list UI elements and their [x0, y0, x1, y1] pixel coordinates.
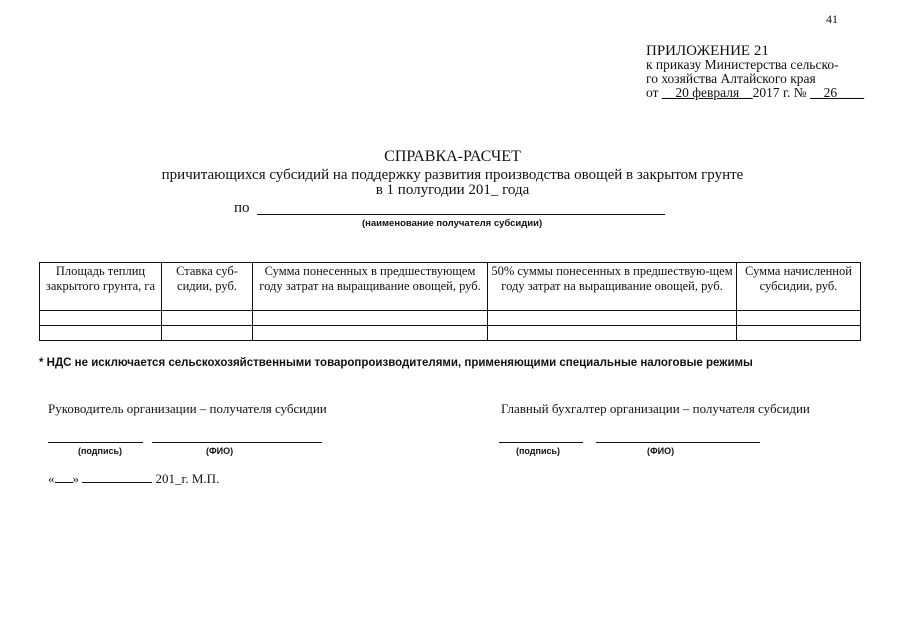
table-header-row [40, 263, 861, 311]
accountant-name-line[interactable] [596, 442, 760, 443]
table-cell[interactable] [40, 326, 162, 341]
table-row [40, 326, 861, 341]
appendix-title: ПРИЛОЖЕНИЕ 21 [646, 43, 769, 59]
head-name-line[interactable] [152, 442, 322, 443]
appendix-order-line [646, 86, 864, 100]
head-signature-caption: (подпись) [78, 446, 123, 456]
subtitle-line-1: причитающихся субсидий на поддержку развития производства овощей в закрытом грунте [161, 167, 744, 183]
date-open-quote: « [48, 471, 55, 486]
table-cell[interactable] [488, 326, 737, 341]
month-blank[interactable] [82, 472, 152, 483]
recipient-caption: (наименование получателя субсидии) [362, 218, 543, 229]
document-title: СПРАВКА-РАСЧЕТ [384, 148, 521, 165]
subsidy-table [39, 262, 861, 341]
date-line [48, 471, 219, 487]
appendix-line-1: к приказу Министерства сельско- [646, 57, 839, 72]
stamp-placeholder: М.П. [191, 471, 220, 486]
accountant-signature-label: Главный бухгалтер организации – получателя субсидии [501, 401, 810, 416]
header-accrued-subsidy: Сумма начисленной субсидии, руб. [737, 263, 861, 311]
page-number: 41 [826, 12, 838, 26]
accountant-name-caption: (ФИО) [647, 446, 675, 456]
header-costs-previous-year: Сумма понесенных в предшествующем году затрат на выращивание овощей, руб. [253, 263, 488, 311]
header-subsidy-rate: Ставка суб-сидии, руб. [162, 263, 253, 311]
date-close-quote: » [72, 471, 79, 486]
appendix-prefix: от [646, 85, 659, 100]
subtitle-line-2: в 1 полугодии 201_ года [375, 182, 530, 198]
appendix-block [646, 44, 864, 100]
accountant-signature-line[interactable] [499, 442, 583, 443]
recipient-blank-line[interactable] [257, 214, 665, 215]
appendix-number: __26____ [810, 85, 865, 100]
head-name-caption: (ФИО) [206, 446, 234, 456]
table-cell[interactable] [253, 326, 488, 341]
accountant-signature-caption: (подпись) [516, 446, 561, 456]
table-cell[interactable] [253, 311, 488, 326]
document-subtitle [0, 168, 905, 198]
table-cell[interactable] [737, 311, 861, 326]
head-signature-line[interactable] [48, 442, 143, 443]
day-blank[interactable] [55, 472, 73, 483]
recipient-prefix: по [234, 200, 250, 216]
appendix-year: 2017 г. № [752, 85, 807, 100]
table-cell[interactable] [737, 326, 861, 341]
date-year: 201_г. [155, 471, 189, 486]
header-greenhouse-area: Площадь теплиц закрытого грунта, га [40, 263, 162, 311]
table-cell[interactable] [162, 326, 253, 341]
head-signature-label: Руководитель организации – получателя субсидии [48, 401, 327, 416]
appendix-line-2: го хозяйства Алтайского края [646, 71, 816, 86]
header-half-costs: 50% суммы понесенных в предшествую-щем году затрат на выращивание овощей, руб. [488, 263, 737, 311]
table-row [40, 311, 861, 326]
table-cell[interactable] [40, 311, 162, 326]
table-cell[interactable] [488, 311, 737, 326]
table-cell[interactable] [162, 311, 253, 326]
vat-footnote: * НДС не исключается сельскохозяйственными товаропроизводителями, применяющими специальные налоговые режимы [39, 357, 753, 369]
appendix-date: __20 февраля__ [661, 85, 753, 100]
